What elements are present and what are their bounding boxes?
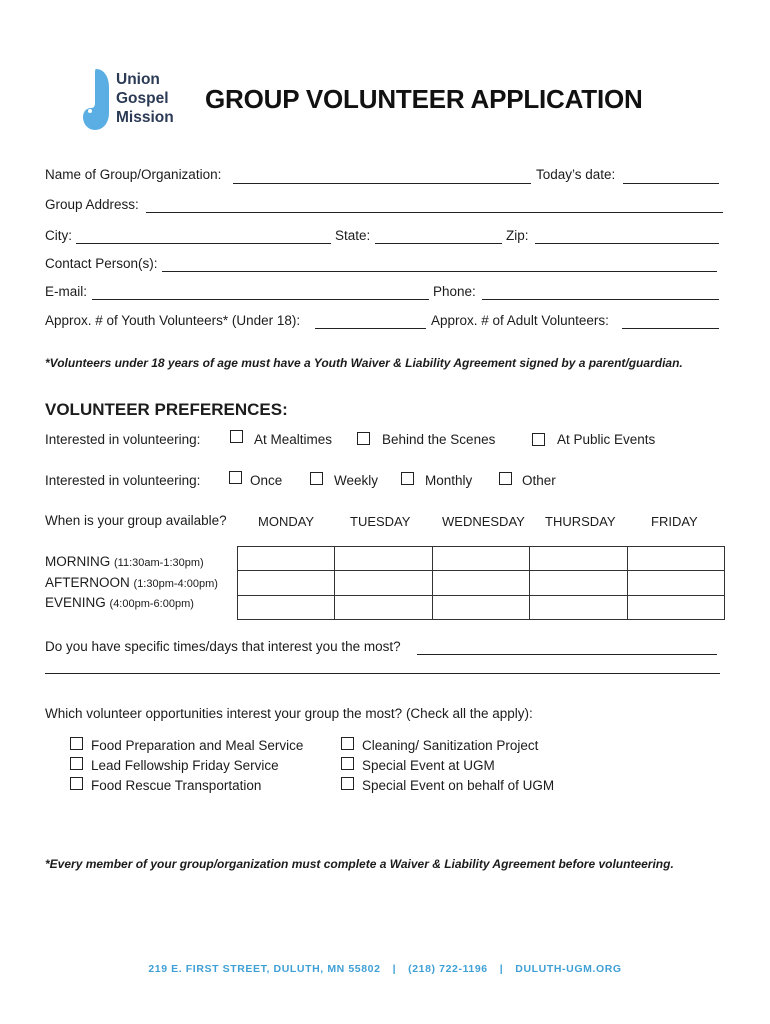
checkbox-food-preparation[interactable] xyxy=(70,737,83,750)
checkbox-food-rescue[interactable] xyxy=(70,777,83,790)
specific-times-line-2[interactable] xyxy=(45,673,720,674)
logo-line-3: Mission xyxy=(116,109,174,126)
checkbox-special-event-ugm[interactable] xyxy=(341,757,354,770)
adult-volunteers-label: Approx. # of Adult Volunteers: xyxy=(431,313,609,328)
form-title: GROUP VOLUNTEER APPLICATION xyxy=(205,84,643,114)
frequency-label: Interested in volunteering: xyxy=(45,473,201,488)
waiver-note: *Every member of your group/organization must complete a Waiver & Liability Agreement before volunteering. xyxy=(45,857,674,871)
option-special-event-ugm: Special Event at UGM xyxy=(362,758,495,773)
grid-cell[interactable] xyxy=(335,571,432,595)
interest-label: Interested in volunteering: xyxy=(45,432,201,447)
option-weekly: Weekly xyxy=(334,473,379,488)
option-food-preparation: Food Preparation and Meal Service xyxy=(91,738,304,753)
footer-address: 219 E. FIRST STREET, DULUTH, MN 55802 xyxy=(148,963,381,975)
day-wednesday: WEDNESDAY xyxy=(442,514,525,529)
group-name-label: Name of Group/Organization: xyxy=(45,167,222,182)
grid-cell[interactable] xyxy=(238,571,335,595)
grid-cell[interactable] xyxy=(530,547,627,571)
grid-cell[interactable] xyxy=(238,595,335,619)
grid-cell[interactable] xyxy=(335,547,432,571)
ugm-logo xyxy=(70,55,188,145)
group-address-label: Group Address: xyxy=(45,197,139,212)
grid-cell[interactable] xyxy=(627,595,724,619)
phone-label: Phone: xyxy=(433,284,476,299)
email-label: E-mail: xyxy=(45,284,88,299)
grid-cell[interactable] xyxy=(335,595,432,619)
time-evening-name: EVENING xyxy=(45,595,106,610)
grid-row-morning xyxy=(238,547,725,571)
time-morning-name: MORNING xyxy=(45,554,111,569)
grid-cell[interactable] xyxy=(432,547,529,571)
time-morning-range: (11:30am-1:30pm) xyxy=(114,557,204,569)
option-behind-the-scenes: Behind the Scenes xyxy=(382,432,496,447)
checkbox-cleaning-sanitization[interactable] xyxy=(341,737,354,750)
checkbox-monthly[interactable] xyxy=(401,472,414,485)
logo-line-1: Union xyxy=(116,71,160,88)
time-afternoon-range: (1:30pm-4:00pm) xyxy=(133,578,218,590)
option-monthly: Monthly xyxy=(425,473,473,488)
grid-cell[interactable] xyxy=(238,547,335,571)
youth-volunteers-label: Approx. # of Youth Volunteers* (Under 18): xyxy=(45,313,301,328)
phone-line[interactable] xyxy=(482,299,719,300)
option-food-rescue: Food Rescue Transportation xyxy=(91,778,262,793)
zip-line[interactable] xyxy=(535,243,719,244)
grid-cell[interactable] xyxy=(627,571,724,595)
grid-cell[interactable] xyxy=(627,547,724,571)
city-line[interactable] xyxy=(76,243,331,244)
checkbox-special-event-behalf[interactable] xyxy=(341,777,354,790)
day-monday: MONDAY xyxy=(258,514,315,529)
ugm-logo-text xyxy=(116,70,174,127)
option-lead-fellowship: Lead Fellowship Friday Service xyxy=(91,758,279,773)
day-friday: FRIDAY xyxy=(651,514,698,529)
footer-separator: | xyxy=(499,963,504,975)
availability-grid xyxy=(237,546,725,620)
checkbox-behind-the-scenes[interactable] xyxy=(357,432,370,445)
footer-phone: (218) 722-1196 xyxy=(408,963,488,975)
day-tuesday: TUESDAY xyxy=(350,514,411,529)
youth-waiver-note: *Volunteers under 18 years of age must have a Youth Waiver & Liability Agreement signed by a parent/guardian. xyxy=(45,356,683,370)
option-at-public-events: At Public Events xyxy=(557,432,656,447)
day-thursday: THURSDAY xyxy=(545,514,616,529)
ugm-logo-mark-icon xyxy=(82,67,110,131)
youth-volunteers-line[interactable] xyxy=(315,328,426,329)
checkbox-at-public-events[interactable] xyxy=(532,433,545,446)
grid-cell[interactable] xyxy=(530,571,627,595)
grid-row-evening xyxy=(238,595,725,619)
grid-cell[interactable] xyxy=(530,595,627,619)
specific-times-line-1[interactable] xyxy=(417,654,717,655)
footer-separator: | xyxy=(392,963,397,975)
email-line[interactable] xyxy=(92,299,429,300)
option-cleaning-sanitization: Cleaning/ Sanitization Project xyxy=(362,738,539,753)
time-afternoon-name: AFTERNOON xyxy=(45,575,130,590)
time-afternoon xyxy=(45,575,218,590)
option-special-event-behalf: Special Event on behalf of UGM xyxy=(362,778,555,793)
checkbox-lead-fellowship[interactable] xyxy=(70,757,83,770)
checkbox-once[interactable] xyxy=(229,471,242,484)
time-evening xyxy=(45,595,194,610)
city-label: City: xyxy=(45,228,72,243)
grid-row-afternoon xyxy=(238,571,725,595)
checkbox-at-mealtimes[interactable] xyxy=(230,430,243,443)
footer xyxy=(0,963,770,975)
specific-times-question: Do you have specific times/days that interest you the most? xyxy=(45,639,401,654)
contact-label: Contact Person(s): xyxy=(45,256,158,271)
group-name-line[interactable] xyxy=(233,183,531,184)
time-morning xyxy=(45,554,204,569)
preferences-heading: VOLUNTEER PREFERENCES: xyxy=(45,400,288,419)
option-at-mealtimes: At Mealtimes xyxy=(254,432,333,447)
logo-line-2: Gospel xyxy=(116,90,169,107)
state-label: State: xyxy=(335,228,371,243)
checkbox-other[interactable] xyxy=(499,472,512,485)
todays-date-line[interactable] xyxy=(623,183,719,184)
grid-cell[interactable] xyxy=(432,571,529,595)
todays-date-label: Today’s date: xyxy=(536,167,616,182)
contact-line[interactable] xyxy=(162,271,717,272)
zip-label: Zip: xyxy=(506,228,529,243)
time-evening-range: (4:00pm-6:00pm) xyxy=(109,598,194,610)
opportunities-question: Which volunteer opportunities interest your group the most? (Check all the apply): xyxy=(45,706,533,721)
group-address-line[interactable] xyxy=(146,212,723,213)
option-once: Once xyxy=(250,473,283,488)
availability-label: When is your group available? xyxy=(45,513,227,528)
footer-website[interactable]: DULUTH-UGM.ORG xyxy=(515,963,622,975)
grid-cell[interactable] xyxy=(432,595,529,619)
option-other: Other xyxy=(522,473,556,488)
state-line[interactable] xyxy=(375,243,502,244)
adult-volunteers-line[interactable] xyxy=(622,328,719,329)
checkbox-weekly[interactable] xyxy=(310,472,323,485)
